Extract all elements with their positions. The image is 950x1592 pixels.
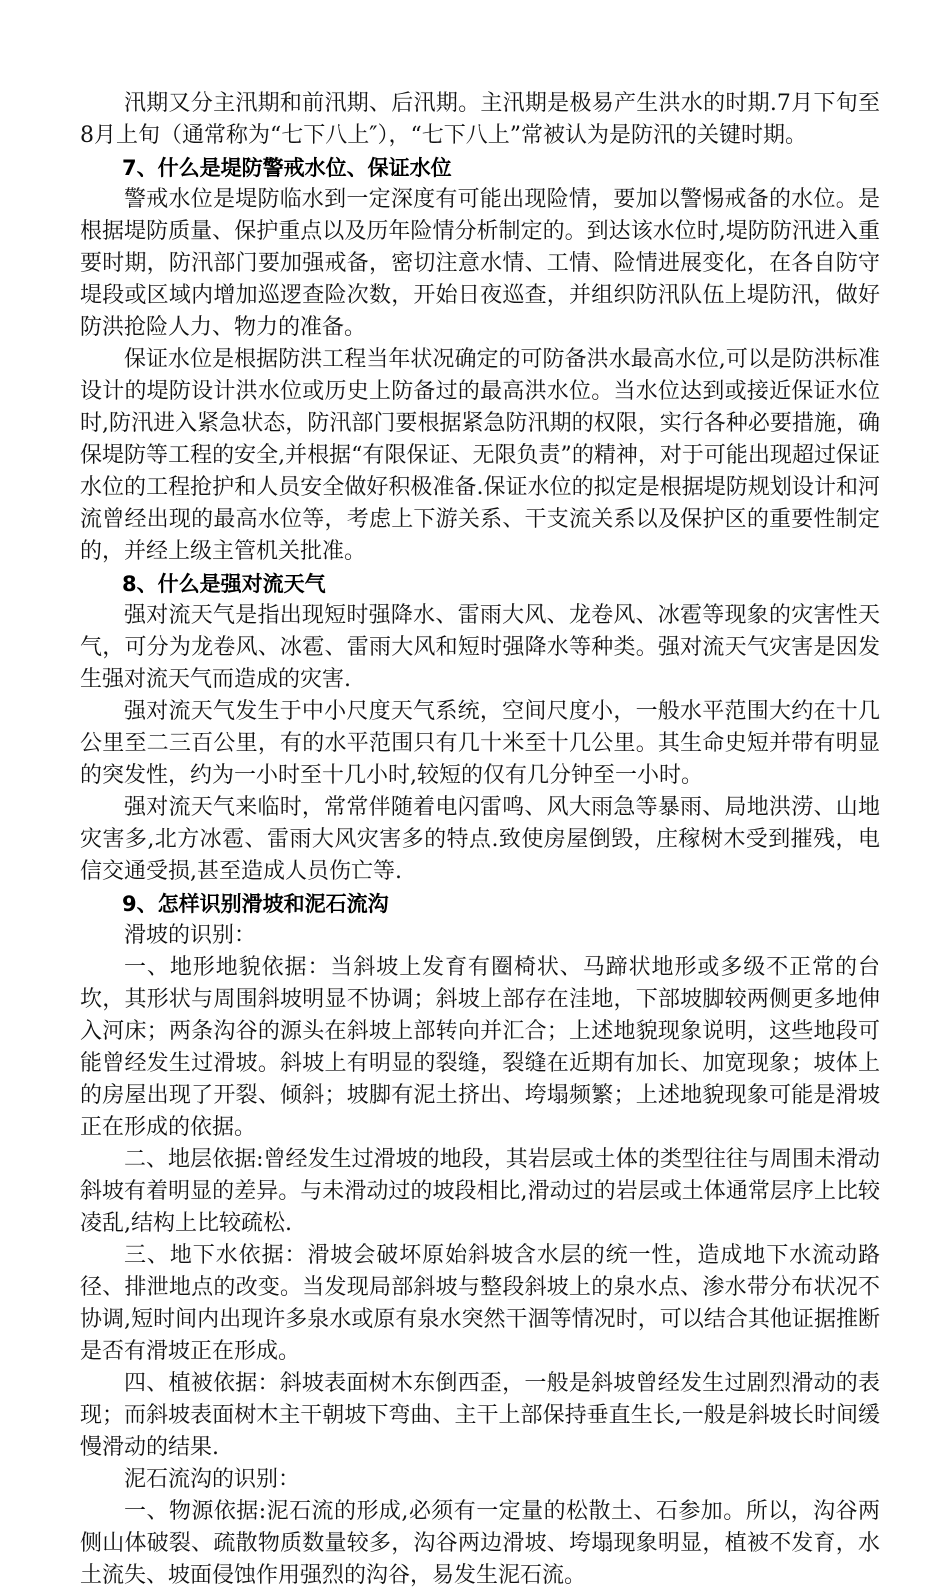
landslide-subheading: 滑坡的识别：	[124, 923, 257, 948]
section-9-heading: 9、怎样识别滑坡和泥石流沟	[122, 892, 389, 916]
warning-level-paragraph: 警戒水位是堤防临水到一定深度有可能出现险情，要加以警惕戒备的水位。是根据堤防质量、保护重点以及历年险情分析制定的。到达该水位时,堤防防汛进入重要时期，防汛部门要加强戒备，密切注意水情、工情、险情进展变化，在各自防守堤段或区域内增加巡逻查险次数，开始日夜巡查，并组织防汛队伍上堤防汛，做好防洪抢险人力、物力的准备。	[80, 187, 880, 340]
landslide-terrain-paragraph: 一、地形地貌依据：当斜坡上发育有圈椅状、马蹄状地形或多级不正常的台坎，其形状与周围斜坡明显不协调；斜坡上部存在洼地，下部坡脚较两侧更多地伸入河床；两条沟谷的源头在斜坡上部转向并汇合；上述地貌现象说明，这些地段可能曾经发生过滑坡。斜坡上有明显的裂缝，裂缝在近期有加长、加宽现象；坡体上的房屋出现了开裂、倾斜；坡脚有泥土挤出、垮塌频繁；上述地貌现象可能是滑坡正在形成的依据。	[80, 955, 880, 1140]
convection-scale-paragraph: 强对流天气发生于中小尺度天气系统，空间尺度小，一般水平范围大约在十几公里至二三百公里，有的水平范围只有几十米至十几公里。其生命史短并带有明显的突发性，约为一小时至十几小时,较短的仅有几分钟至一小时。	[80, 699, 880, 788]
section-8-heading: 8、什么是强对流天气	[122, 572, 326, 596]
convection-definition-paragraph: 强对流天气是指出现短时强降水、雷雨大风、龙卷风、冰雹等现象的灾害性天气，可分为龙卷风、冰雹、雷雨大风和短时强降水等种类。强对流天气灾害是因发生强对流天气而造成的灾害.	[80, 603, 880, 692]
section-7-heading: 7、什么是堤防警戒水位、保证水位	[122, 156, 452, 180]
debris-flow-source-paragraph: 一、物源依据:泥石流的形成,必须有一定量的松散土、石参加。所以，沟谷两侧山体破裂、疏散物质数量较多，沟谷两边滑坡、垮塌现象明显，植被不发育，水土流失、坡面侵蚀作用强烈的沟谷，易发生泥石流。	[80, 1499, 880, 1588]
intro-paragraph: 汛期又分主汛期和前汛期、后汛期。主汛期是极易产生洪水的时期.7月下旬至8月上旬（通常称为“七下八上″），“七下八上”常被认为是防汛的关键时期。	[80, 91, 880, 148]
landslide-vegetation-paragraph: 四、植被依据：斜坡表面树木东倒西歪，一般是斜坡曾经发生过剧烈滑动的表现；而斜坡表面树木主干朝坡下弯曲、主干上部保持垂直生长,一般是斜坡长时间缓慢滑动的结果.	[80, 1371, 880, 1460]
landslide-groundwater-paragraph: 三、地下水依据：滑坡会破坏原始斜坡含水层的统一性，造成地下水流动路径、排泄地点的改变。当发现局部斜坡与整段斜坡上的泉水点、渗水带分布状况不协调,短时间内出现许多泉水或原有泉水突然干涸等情况时，可以结合其他证据推断是否有滑坡正在形成。	[80, 1243, 880, 1364]
convection-impact-paragraph: 强对流天气来临时，常常伴随着电闪雷鸣、风大雨急等暴雨、局地洪涝、山地灾害多,北方冰雹、雷雨大风灾害多的特点.致使房屋倒毁，庄稼树木受到摧残，电信交通受损,甚至造成人员伤亡等.	[80, 795, 880, 884]
landslide-strata-paragraph: 二、地层依据:曾经发生过滑坡的地段，其岩层或土体的类型往往与周围未滑动斜坡有着明显的差异。与未滑动过的坡段相比,滑动过的岩层或土体通常层序上比较凌乱,结构上比较疏松.	[80, 1147, 880, 1236]
debris-flow-subheading: 泥石流沟的识别：	[124, 1467, 301, 1492]
guarantee-level-paragraph: 保证水位是根据防洪工程当年状况确定的可防备洪水最高水位,可以是防洪标准设计的堤防设计洪水位或历史上防备过的最高洪水位。当水位达到或接近保证水位时,防汛进入紧急状态，防汛部门要根据紧急防汛期的权限，实行各种必要措施，确保堤防等工程的安全,并根据“有限保证、无限负责”的精神，对于可能出现超过保证水位的工程抢护和人员安全做好积极准备.保证水位的拟定是根据堤防规划设计和河流曾经出现的最高水位等，考虑上下游关系、干支流关系以及保护区的重要性制定的，并经上级主管机关批准。	[80, 347, 880, 564]
document-page	[80, 88, 880, 1592]
